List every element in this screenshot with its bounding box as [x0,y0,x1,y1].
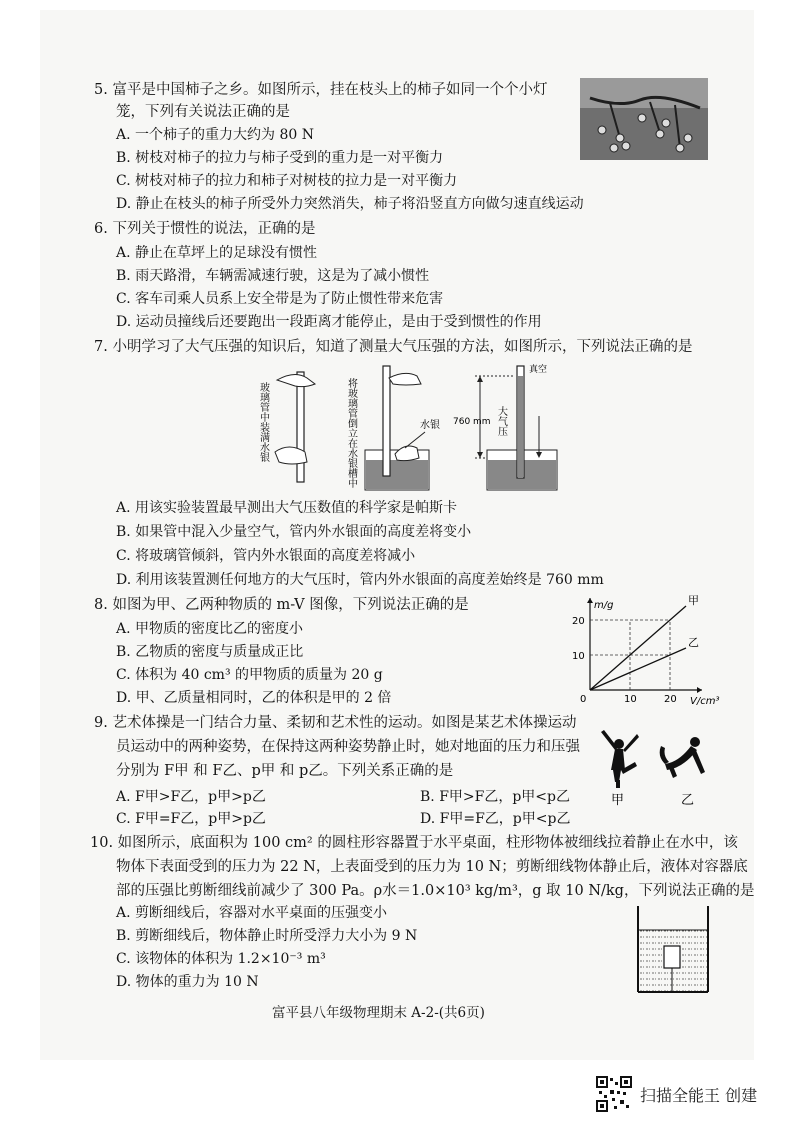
q10-option-d: D. 物体的重力为 10 N [116,974,259,990]
q5-stem-line1: 5. 富平是中国柿子之乡。如图所示，挂在枝头上的柿子如同一个个小灯 [94,82,548,98]
q5-option-c: C. 树枝对柿子的拉力和柿子对树枝的拉力是一对平衡力 [116,173,458,189]
label-760mm: 760 mm [453,417,491,427]
q10-option-c: C. 该物体的体积为 1.2×10⁻³ m³ [116,951,326,967]
q8-option-a: A. 甲物质的密度比乙的密度小 [116,621,304,637]
q6-option-a: A. 静止在草坪上的足球没有惯性 [116,245,318,261]
q9-option-b: B. F甲>F乙，p甲<p乙 [420,789,571,805]
q7-option-a: A. 用该实验装置最早测出大气压数值的科学家是帕斯卡 [116,500,458,516]
q8-option-b: B. 乙物质的密度与质量成正比 [116,644,304,660]
q5-stem-line2: 笼，下列有关说法正确的是 [116,104,290,120]
label-mercury: 水银 [420,420,440,431]
q8-option-c: C. 体积为 40 cm³ 的甲物质的质量为 20 g [116,667,383,683]
gymnast-poses-figure [595,722,715,812]
q5-option-b: B. 树枝对柿子的拉力与柿子受到的重力是一对平衡力 [116,150,444,166]
q8-option-d: D. 甲、乙质量相同时，乙的体积是甲的 2 倍 [116,690,392,706]
q9-stem-line2: 员运动中的两种姿势，在保持这两种姿势静止时，她对地面的压力和压强 [116,739,580,755]
q9-option-a: A. F甲>F乙，p甲>p乙 [116,789,266,805]
q10-option-b: B. 剪断细线后，物体静止时所受浮力大小为 9 N [116,928,418,944]
chart-x-tick-label: 0 [580,694,587,705]
container-with-block-figure [634,904,712,996]
q7-option-c: C. 将玻璃管倾斜，管内外水银面的高度差将减小 [116,548,416,564]
chart-series-line-yi [590,648,686,690]
q10-stem-line2: 物体下表面受到的压力为 22 N，上表面受到的压力为 10 N；剪断细线物体静止后，液体对容器底 [116,859,748,875]
q9-stem-line1: 9. 艺术体操是一门结合力量、柔韧和艺术性的运动。如图是某艺术体操运动 [94,715,577,731]
gymnast-label-b: 乙 [681,793,695,808]
q7-option-b: B. 如果管中混入少量空气，管内外水银面的高度差将变小 [116,524,472,540]
chart-series-line-jia [590,606,686,690]
chart-x-tick-label: 10 [624,694,637,705]
gymnast-pose-b [660,737,705,778]
scanner-watermark: 扫描全能王 创建 [640,1086,758,1105]
q8-stem: 8. 如图为甲、乙两种物质的 m-V 图像，下列说法正确的是 [94,597,469,613]
q5-option-a: A. 一个柿子的重力大约为 80 N [116,127,314,143]
q5-option-d: D. 静止在枝头的柿子所受外力突然消失，柿子将沿竖直方向做匀速直线运动 [116,196,584,212]
chart-y-tick-label: 20 [572,616,585,627]
q9-option-d: D. F甲=F乙，p甲<p乙 [420,811,571,827]
qr-code-icon [596,1076,632,1112]
chart-y-axis-label: m/g [594,600,614,611]
q10-stem-line3: 部的压强比剪断细线前减少了 300 Pa。ρ水＝1.0×10³ kg/m³，g 取 10 N/kg，下列说法正确的是 [116,883,755,899]
q7-stem: 7. 小明学习了大气压强的知识后，知道了测量大气压强的方法，如图所示，下列说法正确的是 [94,339,693,355]
label-vacuum: 真空 [529,365,548,375]
persimmon-photo [580,78,708,160]
chart-y-arrow [587,598,593,603]
torricelli-experiment-figure [255,362,565,492]
chart-y-tick-label: 10 [572,651,585,662]
q6-option-c: C. 客车司乘人员系上安全带是为了防止惯性带来危害 [116,291,444,307]
gymnast-pose-a [601,730,639,788]
q6-option-b: B. 雨天路滑，车辆需减速行驶，这是为了减小惯性 [116,268,430,284]
q9-stem-line3: 分别为 F甲 和 F乙、p甲 和 p乙。下列关系正确的是 [116,763,454,779]
q6-stem: 6. 下列关于惯性的说法，正确的是 [94,221,316,237]
chart-x-tick-label: 20 [664,694,677,705]
label-atmospheric-pressure: 大气压 [495,406,507,436]
chart-series-label: 甲 [688,594,699,607]
chart-series-label: 乙 [688,636,699,649]
chart-x-arrow [697,687,702,693]
label-fill-tube: 玻璃管中装满水银 [257,382,269,462]
q10-stem-line1: 10. 如图所示，底面积为 100 cm² 的圆柱形容器置于水平桌面，柱形物体被细线拉着静止在水中，该 [90,835,738,851]
q9-option-c: C. F甲=F乙，p甲>p乙 [116,811,266,827]
label-invert-tube: 将玻璃管倒立在水银槽中 [345,378,357,488]
chart-x-axis-label: V/cm³ [690,696,720,707]
q6-option-d: D. 运动员撞线后还要跑出一段距离才能停止，是由于受到惯性的作用 [116,314,542,330]
q7-option-d: D. 利用该装置测任何地方的大气压时，管内外水银面的高度差始终是 760 mm [116,572,604,588]
gymnast-label-a: 甲 [611,793,625,808]
page-footer: 富平县八年级物理期末 A-2-(共6页) [272,1005,485,1021]
q10-option-a: A. 剪断细线后，容器对水平桌面的压强变小 [116,905,388,921]
mass-volume-chart [566,594,720,707]
